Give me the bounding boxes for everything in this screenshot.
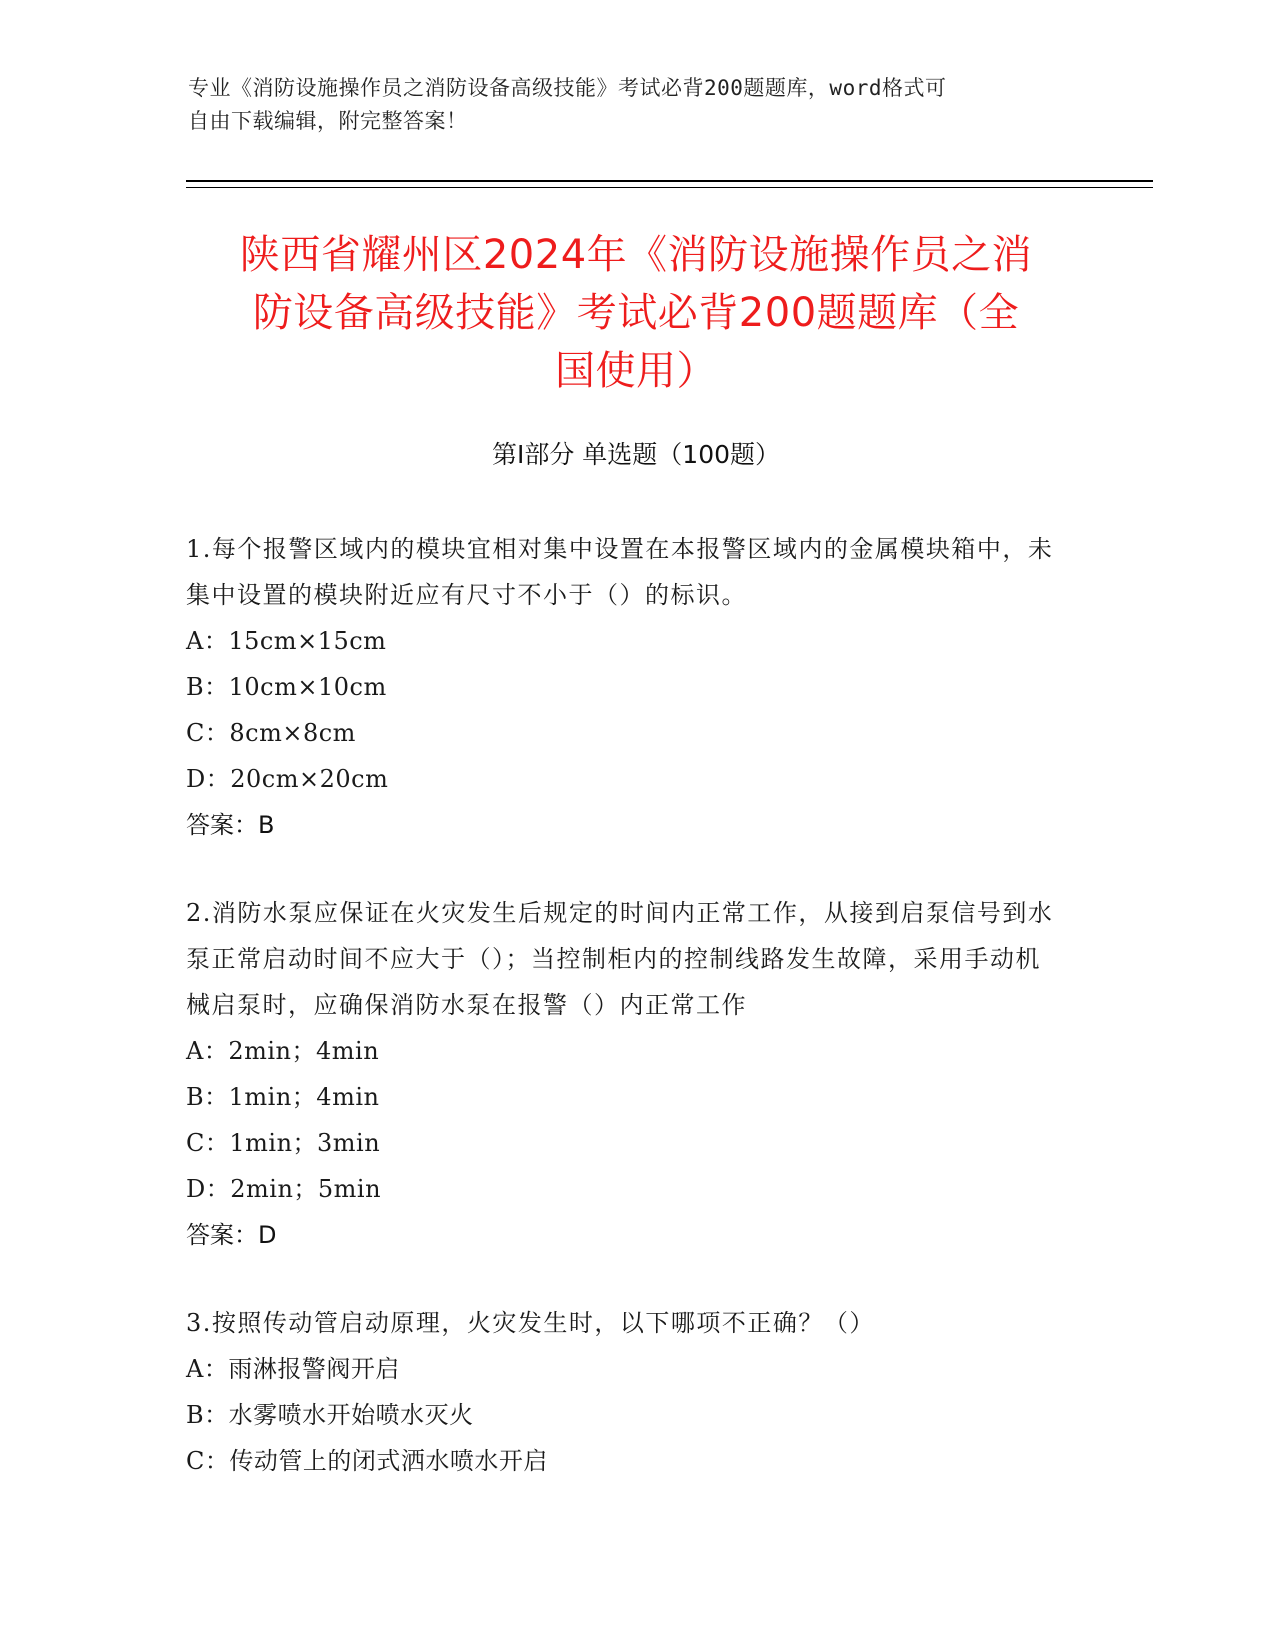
- answer-line: 答案：D: [186, 1221, 277, 1249]
- question-stem: 2.消防水泵应保证在火灾发生后规定的时间内正常工作，从接到启泵信号到水泵正常启动时间不应大于（）；当控制柜内的控制线路发生故障，采用手动机械启泵时，应确保消防水泵在报警（）内正常工作: [186, 899, 1054, 1019]
- option-c: C：传动管上的闭式洒水喷水开启: [186, 1447, 548, 1475]
- section-heading: 第I部分 单选题（100题）: [491, 440, 781, 469]
- option-d: D：2min；5min: [186, 1175, 382, 1203]
- header-divider-thick: [186, 180, 1153, 182]
- document-title-line: 国使用）: [555, 348, 717, 394]
- option-c: C：1min；3min: [186, 1129, 381, 1157]
- question-item: [186, 890, 1066, 1258]
- answer-line: 答案：B: [186, 811, 275, 839]
- option-a: A：2min；4min: [186, 1037, 380, 1065]
- header-note-line: 自由下载编辑，附完整答案！: [188, 109, 468, 133]
- document-title-line: 陕西省耀州区2024年《消防设施操作员之消: [239, 232, 1033, 278]
- option-a: A：雨淋报警阀开启: [186, 1355, 400, 1383]
- header-divider-thin: [186, 187, 1153, 188]
- option-b: B：水雾喷水开始喷水灭火: [186, 1401, 474, 1429]
- header-note-line: 专业《消防设施操作员之消防设备高级技能》考试必背200题题库，word格式可: [188, 76, 947, 100]
- question-list: [186, 526, 1066, 1526]
- option-d: D：20cm×20cm: [186, 765, 389, 793]
- question-stem: 3.按照传动管启动原理，火灾发生时，以下哪项不正确？（）: [186, 1309, 875, 1337]
- option-b: B：10cm×10cm: [186, 673, 387, 701]
- document-title-line: 防设备高级技能》考试必背200题题库（全: [252, 290, 1020, 336]
- question-stem: 1.每个报警区域内的模块宜相对集中设置在本报警区域内的金属模块箱中，未集中设置的模块附近应有尺寸不小于（）的标识。: [186, 535, 1054, 609]
- option-c: C：8cm×8cm: [186, 719, 356, 747]
- option-a: A：15cm×15cm: [186, 627, 387, 655]
- question-item: [186, 1300, 1066, 1484]
- question-item: [186, 526, 1066, 848]
- header-note: [188, 72, 1088, 138]
- option-b: B：1min；4min: [186, 1083, 380, 1111]
- document-title: [186, 226, 1086, 400]
